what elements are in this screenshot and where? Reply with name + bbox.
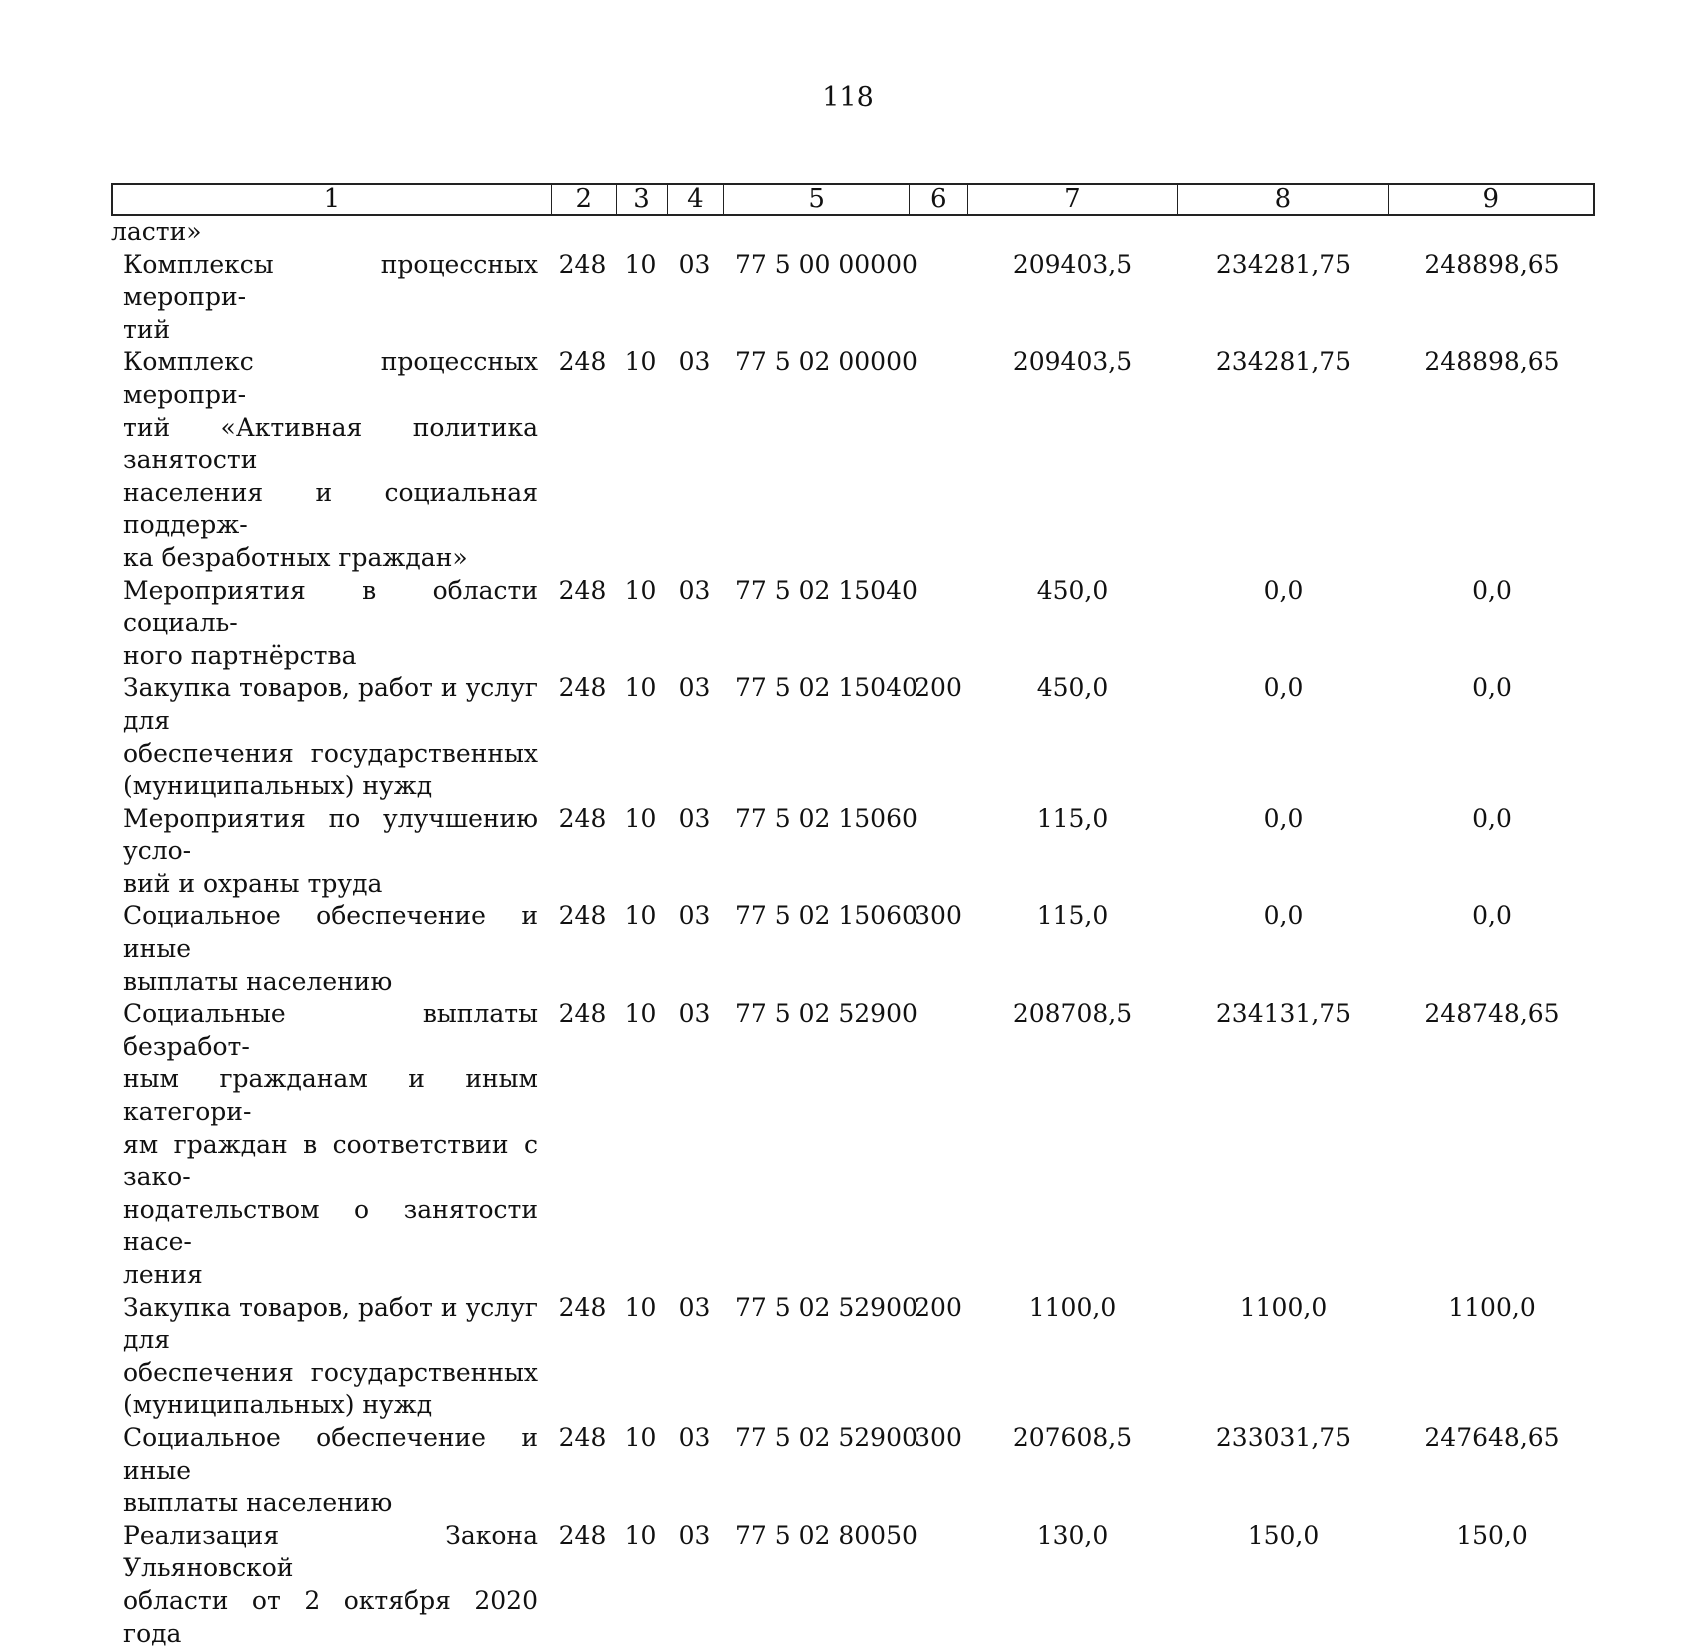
admin-code: 248 xyxy=(558,803,607,833)
amount-year-3: 0,0 xyxy=(1472,901,1512,931)
subsection-code: 03 xyxy=(678,575,711,605)
section-code: 10 xyxy=(624,673,657,703)
table-row xyxy=(111,1520,1595,1650)
amount-year-2: 233031,75 xyxy=(1215,1422,1352,1452)
subsection-code: 03 xyxy=(678,1292,711,1322)
amount-year-1: 1100,0 xyxy=(1028,1292,1117,1322)
description-line: населения и социальная поддерж- xyxy=(123,477,538,540)
amount-year-1: 209403,5 xyxy=(1012,347,1133,377)
expense-type xyxy=(909,575,967,673)
section-code: 10 xyxy=(624,1422,657,1452)
budget-table xyxy=(111,183,1595,1650)
section-code: 10 xyxy=(624,347,657,377)
amount-year-1: 207608,5 xyxy=(1012,1422,1133,1452)
amount-year-1: 208708,5 xyxy=(1012,999,1133,1029)
expense-type xyxy=(909,249,967,347)
row-description xyxy=(111,575,550,673)
table-row xyxy=(111,803,1595,901)
section-code: 10 xyxy=(624,575,657,605)
header-col-2: 2 xyxy=(551,185,616,214)
table-body xyxy=(111,216,1595,1650)
page-number: 118 xyxy=(822,82,874,113)
header-col-7: 7 xyxy=(967,185,1177,214)
description-line: ного партнёрства xyxy=(123,640,357,670)
table-header-row xyxy=(111,183,1595,216)
expense-type xyxy=(909,216,967,249)
amount-year-2: 0,0 xyxy=(1263,673,1304,703)
description-line: Реализация Закона Ульяновской xyxy=(123,1520,538,1583)
admin-code xyxy=(550,216,615,249)
row-description xyxy=(111,672,550,802)
amount-year-2: 0,0 xyxy=(1263,901,1304,931)
header-col-5: 5 xyxy=(723,185,909,214)
description-line: ным гражданам и иным категори- xyxy=(123,1064,538,1127)
section-code: 10 xyxy=(624,803,657,833)
target-article: 77 5 02 52900 xyxy=(735,1422,918,1452)
admin-code: 248 xyxy=(558,1292,607,1322)
description-line: Социальные выплаты безработ- xyxy=(123,999,538,1061)
amount-year-1: 130,0 xyxy=(1036,1520,1109,1550)
amount-year-2: 0,0 xyxy=(1263,575,1304,605)
target-article: 77 5 02 15040 xyxy=(735,575,918,605)
header-col-1: 1 xyxy=(323,184,341,214)
description-line: Мероприятия по улучшению усло- xyxy=(123,803,538,866)
target-article: 77 5 02 52900 xyxy=(735,999,918,1029)
row-description xyxy=(111,216,550,249)
header-col-6: 6 xyxy=(909,185,967,214)
admin-code: 248 xyxy=(558,673,607,703)
amount-year-2 xyxy=(1178,216,1389,249)
description-line: выплаты населению xyxy=(123,966,393,996)
description-line: ка безработных граждан» xyxy=(123,542,468,572)
subsection-code: 03 xyxy=(678,803,711,833)
table-row xyxy=(111,249,1595,347)
table-row xyxy=(111,1292,1595,1422)
section-code: 10 xyxy=(624,249,657,279)
expense-type xyxy=(909,1520,967,1650)
expense-type: 300 xyxy=(914,1422,962,1452)
section-code: 10 xyxy=(624,1520,657,1550)
target-article: 77 5 00 00000 xyxy=(735,249,918,279)
amount-year-1: 209403,5 xyxy=(1012,249,1133,279)
target-article: 77 5 02 15060 xyxy=(735,901,918,931)
amount-year-2: 150,0 xyxy=(1247,1520,1320,1550)
table-row xyxy=(111,346,1595,574)
admin-code: 248 xyxy=(558,575,607,605)
table-row xyxy=(111,672,1595,802)
amount-year-1: 450,0 xyxy=(1036,575,1109,605)
row-description xyxy=(111,998,550,1291)
target-article: 77 5 02 15060 xyxy=(735,803,918,833)
subsection-code: 03 xyxy=(678,999,711,1029)
target-article: 77 5 02 80050 xyxy=(735,1520,918,1550)
row-description xyxy=(111,249,550,347)
amount-year-3: 1100,0 xyxy=(1448,1292,1536,1322)
amount-year-3: 247648,65 xyxy=(1424,1422,1560,1452)
amount-year-3: 0,0 xyxy=(1472,575,1512,605)
amount-year-1 xyxy=(967,216,1178,249)
expense-type xyxy=(909,998,967,1291)
description-line: ления xyxy=(123,1260,203,1289)
description-line: ласти» xyxy=(111,217,202,246)
table-row xyxy=(111,575,1595,673)
admin-code: 248 xyxy=(558,999,607,1029)
table-row xyxy=(111,998,1595,1291)
amount-year-1: 450,0 xyxy=(1036,673,1109,703)
subsection-code: 03 xyxy=(678,347,711,377)
header-col-3: 3 xyxy=(616,185,667,214)
row-description xyxy=(111,1422,550,1520)
row-description xyxy=(111,1292,550,1422)
description-line: вий и охраны труда xyxy=(123,868,383,898)
subsection-code: 03 xyxy=(678,249,711,279)
amount-year-1: 115,0 xyxy=(1036,803,1109,833)
admin-code: 248 xyxy=(558,1422,607,1452)
target-article: 77 5 02 52900 xyxy=(735,1292,918,1322)
expense-type: 300 xyxy=(914,901,962,931)
amount-year-3: 150,0 xyxy=(1456,1520,1528,1550)
description-line: Комплекс процессных меропри- xyxy=(123,347,538,409)
description-line: (муниципальных) нужд xyxy=(123,1390,433,1420)
description-line: области от 2 октября 2020 года xyxy=(123,1585,538,1648)
admin-code: 248 xyxy=(558,901,607,931)
subsection-code: 03 xyxy=(678,1422,711,1452)
subsection-code xyxy=(666,216,723,249)
amount-year-2: 1100,0 xyxy=(1239,1292,1328,1322)
description-line: обеспечения государственных xyxy=(123,1357,538,1387)
target-article xyxy=(723,216,909,249)
description-line: Социальное обеспечение и иные xyxy=(123,901,538,964)
header-col-8: 8 xyxy=(1177,185,1387,214)
description-line: тий xyxy=(123,314,171,344)
subsection-code: 03 xyxy=(678,901,711,931)
description-line: тий «Активная политика занятости xyxy=(123,412,538,475)
target-article: 77 5 02 00000 xyxy=(735,347,918,377)
description-line: ям граждан в соответствии с зако- xyxy=(123,1129,538,1192)
target-article: 77 5 02 15040 xyxy=(735,673,918,703)
amount-year-2: 234281,75 xyxy=(1215,347,1352,377)
admin-code: 248 xyxy=(558,1520,607,1550)
description-line: Социальное обеспечение и иные xyxy=(123,1422,538,1485)
header-col-9: 9 xyxy=(1388,185,1593,214)
amount-year-3 xyxy=(1389,216,1595,249)
expense-type xyxy=(909,346,967,574)
description-line: Закупка товаров, работ и услуг для xyxy=(123,1292,538,1355)
admin-code: 248 xyxy=(558,347,607,377)
amount-year-3: 248898,65 xyxy=(1424,347,1560,377)
expense-type xyxy=(909,803,967,901)
row-description xyxy=(111,803,550,901)
subsection-code: 03 xyxy=(678,1520,711,1550)
table-row xyxy=(111,216,1595,249)
amount-year-3: 248898,65 xyxy=(1424,249,1560,279)
admin-code: 248 xyxy=(558,249,607,279)
row-description xyxy=(111,900,550,998)
section-code xyxy=(615,216,666,249)
description-line: Комплексы процессных меропри- xyxy=(123,249,538,312)
row-description xyxy=(111,1520,550,1650)
table-row xyxy=(111,900,1595,998)
amount-year-2: 234281,75 xyxy=(1215,249,1352,279)
amount-year-3: 248748,65 xyxy=(1424,999,1560,1029)
description-line: (муниципальных) нужд xyxy=(123,771,433,801)
description-line: обеспечения государственных xyxy=(123,738,538,768)
expense-type: 200 xyxy=(914,1292,962,1322)
amount-year-2: 234131,75 xyxy=(1215,999,1352,1029)
section-code: 10 xyxy=(624,901,657,931)
description-line: выплаты населению xyxy=(123,1488,393,1518)
description-line: Мероприятия в области социаль- xyxy=(123,575,538,638)
amount-year-2: 0,0 xyxy=(1263,803,1304,833)
description-line: нодательством о занятости насе- xyxy=(123,1194,538,1257)
amount-year-3: 0,0 xyxy=(1472,803,1512,833)
table-row xyxy=(111,1422,1595,1520)
subsection-code: 03 xyxy=(678,673,711,703)
description-line: Закупка товаров, работ и услуг для xyxy=(123,673,538,735)
expense-type: 200 xyxy=(914,673,962,703)
section-code: 10 xyxy=(624,1292,657,1322)
row-description xyxy=(111,346,550,574)
amount-year-1: 115,0 xyxy=(1036,901,1109,931)
section-code: 10 xyxy=(624,999,657,1029)
header-col-4: 4 xyxy=(667,185,724,214)
amount-year-3: 0,0 xyxy=(1472,673,1512,703)
